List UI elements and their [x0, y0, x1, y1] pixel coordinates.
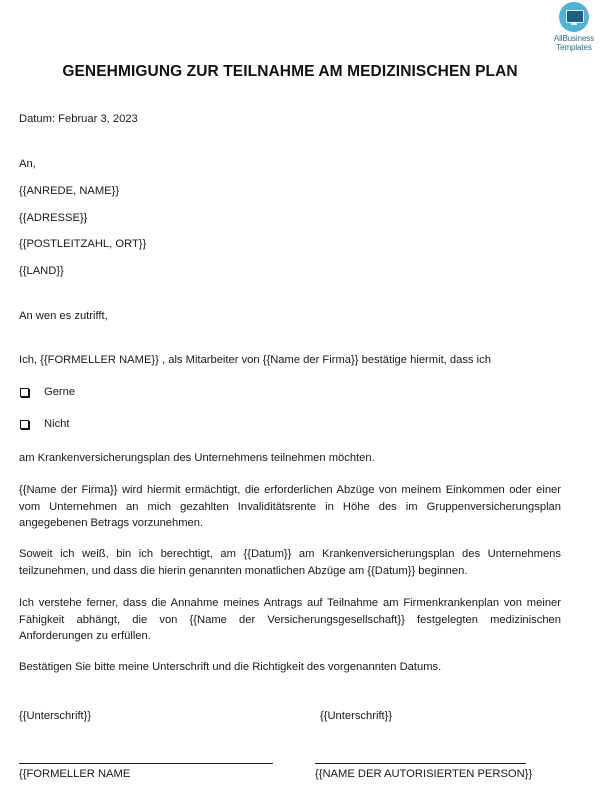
paragraph-participation: am Krankenversicherungsplan des Unternehmens teilnehmen möchten.: [19, 452, 375, 464]
salutation-to: An,: [19, 158, 36, 170]
address-postal-city: {{POSTLEITZAHL, ORT}}: [19, 238, 147, 250]
greeting: An wen es zutrifft,: [19, 310, 108, 322]
address-name: {{ANREDE, NAME}}: [19, 185, 120, 197]
address-street: {{ADRESSE}}: [19, 212, 88, 224]
paragraph-authorization: {{Name der Firma}} wird hiermit ermächtigt, die erforderlichen Abzüge von meinem Einkommen oder einer vom Unternehmen an mich gezahlten Invaliditätsrente in Höhe des im Gruppenversicherungsplan angegebenen Betrags vorzunehmen.: [19, 484, 561, 529]
signature-line-right: [315, 763, 526, 764]
logo: [548, 2, 600, 52]
paragraph-requirements: Ich verstehe ferner, dass die Annahme meines Antrags auf Teilnahme am Firmenkrankenplan von meiner Fähigkeit abhängt, die von {{Name der Versicherungsgesellschaft}} festgelegten medizinischen Anforderungen zu erfüllen.: [19, 597, 561, 642]
address-country: {{LAND}}: [19, 265, 64, 277]
checkbox-nicht[interactable]: [20, 420, 29, 429]
document-title: GENEHMIGUNG ZUR TEILNAHME AM MEDIZINISCHEN PLAN: [62, 63, 518, 80]
signature-line-left: [19, 763, 273, 764]
signer-name-right: {{NAME DER AUTORISIERTEN PERSON}}: [315, 768, 533, 780]
paragraph-eligibility: Soweit ich weiß, bin ich berechtigt, am {{Datum}} am Krankenversicherungsplan des Unternehmens teilzunehmen, und dass die hierin genannten monatlichen Abzüge am {{Datum}} beginnen.: [19, 548, 561, 577]
monitor-icon: [559, 2, 589, 32]
option-nicht-label: Nicht: [44, 418, 70, 430]
paragraph-confirmation: Bestätigen Sie bitte meine Unterschrift und die Richtigkeit des vorgenannten Datums.: [19, 661, 442, 673]
option-gerne-label: Gerne: [44, 386, 76, 398]
logo-text: AllBusiness Templates: [553, 34, 595, 52]
signature-placeholder-left: {{Unterschrift}}: [19, 710, 92, 722]
signer-name-left: {{FORMELLER NAME: [19, 768, 131, 780]
checkbox-gerne[interactable]: [20, 388, 29, 397]
intro-text: Ich, {{FORMELLER NAME}} , als Mitarbeiter von {{Name der Firma}} bestätige hiermit, dass ich: [19, 354, 491, 366]
date-line: Datum: Februar 3, 2023: [19, 113, 138, 125]
signature-placeholder-right: {{Unterschrift}}: [320, 710, 393, 722]
